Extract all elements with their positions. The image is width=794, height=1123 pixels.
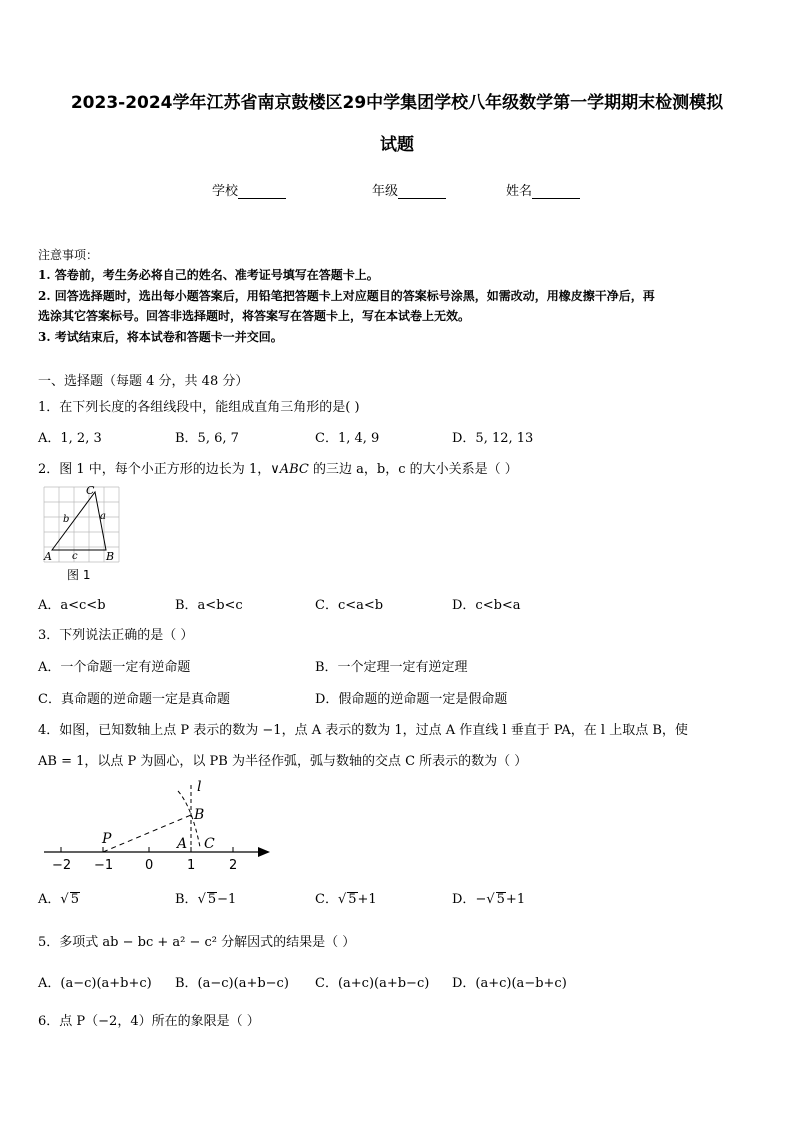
label-P: P — [102, 831, 112, 847]
q1-option-c: C．1, 4, 9 — [315, 431, 380, 446]
q4-option-a-radicand: 5 — [70, 892, 79, 907]
q1-stem: 1．在下列长度的各组线段中，能组成直角三角形的是( ) — [38, 400, 360, 415]
tick-label-neg1: −1 — [94, 858, 114, 873]
label-B: B — [194, 807, 205, 823]
school-label: 学校 — [212, 184, 239, 199]
q5-option-d: D．(a+c)(a−b+c) — [452, 976, 567, 991]
q4-option-d-radicand: 5 — [496, 892, 505, 907]
q4-option-c-prefix: C． — [315, 892, 338, 907]
q3-option-c: C．真命题的逆命题一定是真命题 — [38, 692, 230, 707]
q2-figure-grid — [40, 482, 122, 582]
notice-item-3: 3. 考试结束后，将本试卷和答题卡一并交回。 — [38, 330, 283, 344]
q4-option-d: D．−√ 5+1 — [452, 892, 526, 907]
q1-option-b: B．5, 6, 7 — [175, 431, 239, 446]
q4-option-b-prefix: B． — [175, 892, 198, 907]
school-blank — [238, 186, 286, 199]
q2-stem-pre: 2．图 1 中，每个小正方形的边长为 1， — [38, 462, 271, 477]
q3-option-d: D．假命题的逆命题一定是假命题 — [315, 692, 508, 707]
q4-option-d-post: +1 — [505, 892, 526, 907]
q4-option-c: C．√ 5+1 — [315, 892, 377, 907]
q4-option-d-pre: − — [475, 892, 487, 907]
q4-option-a-prefix: A． — [38, 892, 61, 907]
q2-option-a: A．a<c<b — [38, 598, 106, 613]
q3-option-b: B．一个定理一定有逆定理 — [315, 660, 468, 675]
fig1-label-b: b — [63, 514, 70, 525]
fig1-label-a: a — [100, 511, 106, 522]
notice-item-2: 2. 回答选择题时，选出每小题答案后，用铅笔把答题卡上对应题目的答案标号涂黑，如需改动，用橡皮擦干净后，再 — [38, 289, 655, 303]
tick-label-0: 0 — [145, 858, 154, 873]
section-heading: 一、选择题（每题 4 分，共 48 分） — [38, 374, 249, 389]
fig1-label-C: C — [86, 484, 95, 497]
doc-title-line1: 2023-2024学年江苏省南京鼓楼区29中学集团学校八年级数学第一学期期末检测模拟 — [70, 93, 724, 113]
q1-option-a: A．1, 2, 3 — [38, 431, 102, 446]
q4-option-b: B．√ 5−1 — [175, 892, 237, 907]
grade-field — [372, 180, 446, 199]
q4-option-c-post: +1 — [357, 892, 377, 907]
name-field — [506, 180, 580, 199]
q5-option-b: B．(a−c)(a+b−c) — [175, 976, 289, 991]
q4-option-b-post: −1 — [217, 892, 237, 907]
q2-stem-post: 的三边 a，b，c 的大小关系是（ ） — [308, 462, 518, 477]
q4-figure-number-line — [40, 775, 280, 875]
grade-label: 年级 — [372, 184, 399, 199]
tick-label-2: 2 — [229, 858, 238, 873]
label-A: A — [177, 836, 188, 852]
axis-arrow-icon — [258, 847, 270, 857]
label-C: C — [204, 836, 215, 852]
q3-option-a: A．一个命题一定有逆命题 — [38, 660, 191, 675]
q5-option-c: C．(a+c)(a+b−c) — [315, 976, 430, 991]
q4-line1: 4．如图，已知数轴上点 P 表示的数为 −1，点 A 表示的数为 1，过点 A 作直线 l 垂直于 PA，在 l 上取点 B，使 — [38, 723, 688, 738]
q6-stem: 6．点 P（−2，4）所在的象限是（ ） — [38, 1014, 260, 1029]
name-label: 姓名 — [506, 184, 533, 199]
notice-item-1: 1. 答卷前，考生务必将自己的姓名、准考证号填写在答题卡上。 — [38, 268, 379, 282]
fig1-label-B: B — [106, 550, 115, 563]
q4-option-c-radicand: 5 — [348, 892, 357, 907]
q2-option-c: C．c<a<b — [315, 598, 384, 613]
q2-stem — [38, 458, 518, 477]
tick-label-neg2: −2 — [52, 858, 72, 873]
fig1-label-c: c — [72, 551, 78, 562]
q4-line2: AB = 1，以点 P 为圆心，以 PB 为半径作弧，弧与数轴的交点 C 所表示的数为（ ） — [38, 754, 528, 769]
fig1-label-A: A — [44, 550, 52, 563]
notice-heading: 注意事项： — [38, 248, 99, 262]
q5-option-a: A．(a−c)(a+b+c) — [38, 976, 152, 991]
fig1-caption: 图 1 — [67, 568, 91, 582]
q4-option-b-radicand: 5 — [207, 892, 217, 907]
notice-item-2-cont: 选涂其它答案标号。回答非选择题时，将答案写在答题卡上，写在本试卷上无效。 — [38, 309, 471, 323]
doc-title-line2: 试题 — [380, 135, 414, 155]
q2-option-d: D．c<b<a — [452, 598, 521, 613]
grade-blank — [398, 186, 446, 199]
q1-option-d: D．5, 12, 13 — [452, 431, 534, 446]
triangle-abc — [52, 492, 106, 550]
tick-label-1: 1 — [187, 858, 196, 873]
q3-stem: 3．下列说法正确的是（ ） — [38, 628, 194, 643]
school-field — [212, 180, 286, 199]
q4-option-a: A．√ 5 — [38, 892, 79, 907]
q4-option-d-prefix: D． — [452, 892, 476, 907]
q2-triangle: ∨ABC — [270, 462, 309, 477]
name-blank — [532, 186, 580, 199]
label-l: l — [197, 779, 202, 795]
q2-option-b: B．a<b<c — [175, 598, 243, 613]
q5-stem: 5．多项式 ab − bc + a² − c² 分解因式的结果是（ ） — [38, 935, 356, 950]
